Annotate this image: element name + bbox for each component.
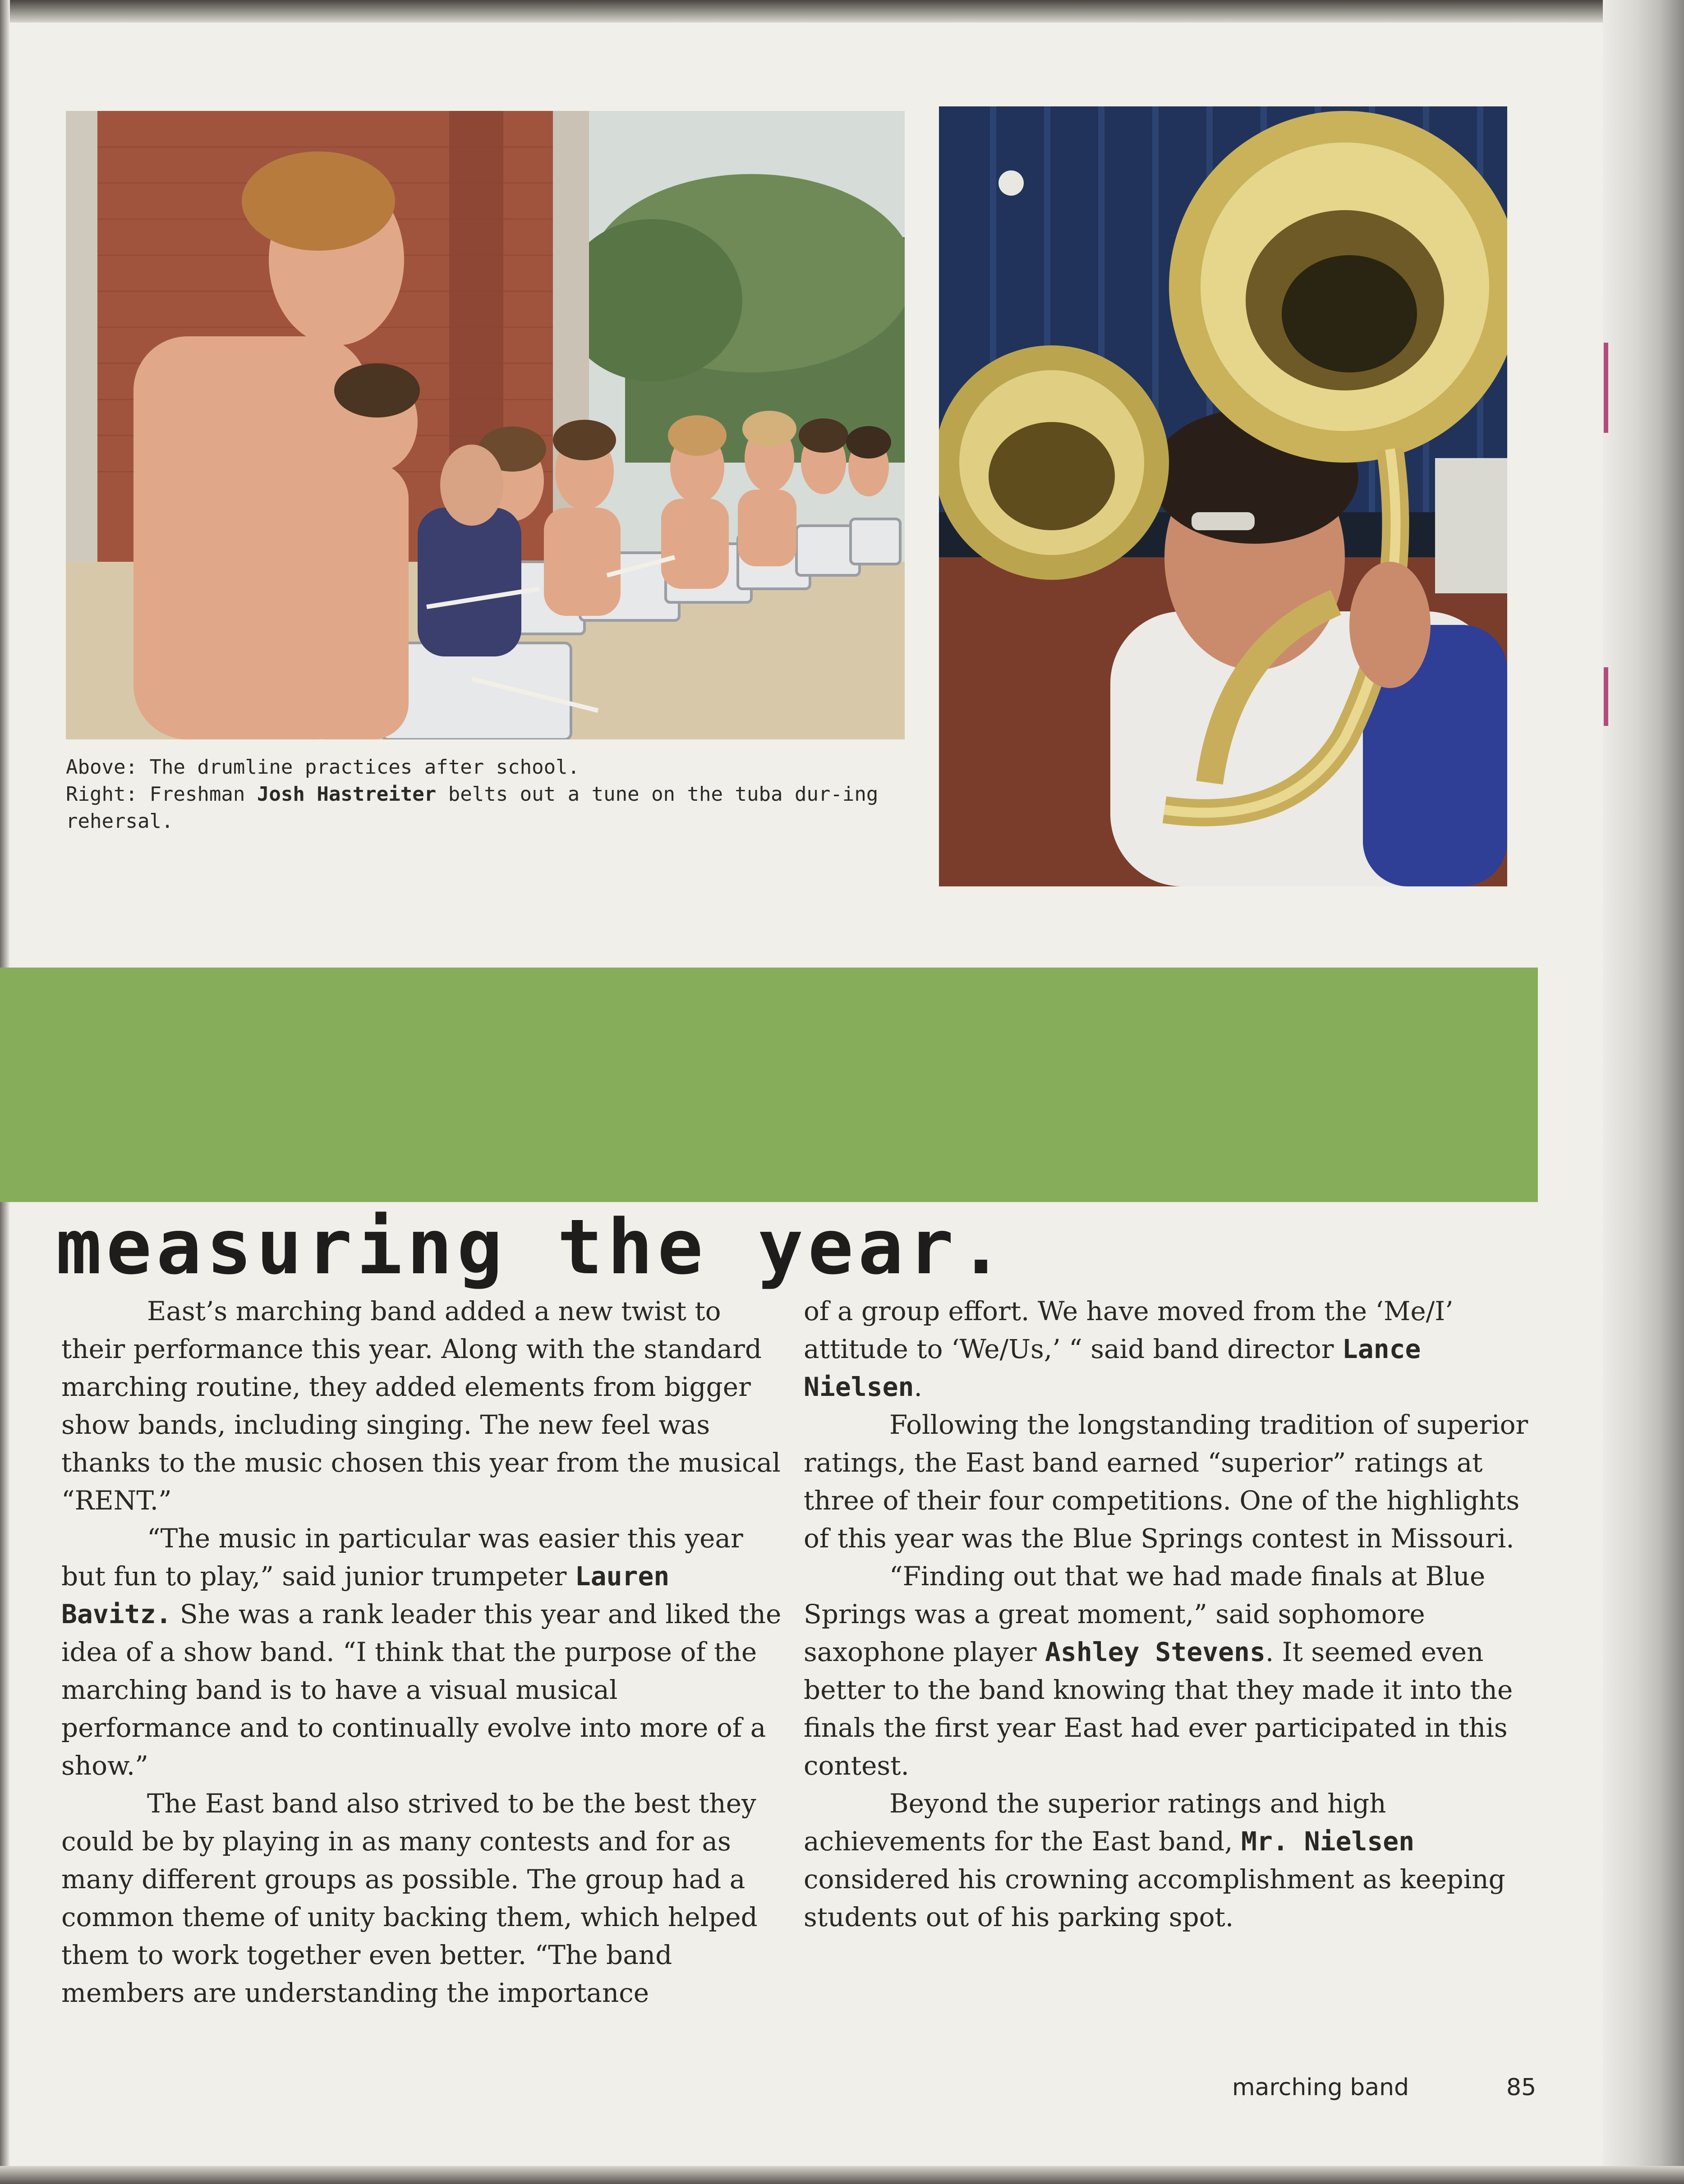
article-paragraph [804, 1785, 1534, 1936]
article-text: . [914, 1372, 922, 1402]
article-text: of a group effort. We have moved from the ‘Me/I’ attitude to ‘We/Us,’ “ said band director [804, 1296, 1454, 1364]
article-text: The East band also strived to be the best they could be by playing in as many contests and for as many different groups as possible. The group had a common theme of unity backing them, which helped them to work together even better. “The band members are understanding the importance [61, 1788, 758, 2008]
drumline-photo-illustration [66, 111, 905, 739]
tuba-photo [939, 106, 1507, 886]
article-name-bold: Ashley Stevens [1045, 1637, 1265, 1667]
article-text: She was a rank leader this year and liked the idea of a show band. “I think that the purpose of the marching band is to have a visual musical performance and to continually evolve into more of a show.” [61, 1599, 782, 1781]
photo-caption [66, 754, 914, 835]
article-paragraph [804, 1292, 1534, 1406]
drumline-photo [66, 111, 905, 739]
article-text: “The music in particular was easier this year but fun to play,” said junior trumpeter [61, 1523, 743, 1592]
caption-above: Above: The drumline practices after school. [66, 756, 580, 779]
article-name-bold: Mr. Nielsen [1241, 1826, 1415, 1857]
article-text: East’s marching band added a new twist to their performance this year. Along with the standard marching routine, they added elements from bigger show bands, including singing. The new feel was thanks to the music chosen this year from the musical “RENT.” [61, 1296, 781, 1516]
article-column-right [804, 1292, 1534, 1936]
article-paragraph [804, 1557, 1534, 1785]
page-number: 85 [1506, 2074, 1537, 2101]
scan-edge-right [1603, 0, 1684, 2184]
article-name-bold: Lance Nielsen [804, 1334, 1421, 1402]
green-banner [0, 968, 1538, 1202]
article-text: “Finding out that we had made finals at Blue Springs was a great moment,” said sophomore saxophone player [804, 1561, 1486, 1667]
article-text: Beyond the superior ratings and high achievements for the East band, [804, 1788, 1386, 1857]
article-paragraph [61, 1519, 792, 1785]
scan-edge-top [0, 0, 1684, 23]
article-paragraph [61, 1292, 792, 1519]
article-text: considered his crowning accomplishment as keeping students out of his parking spot. [804, 1864, 1505, 1932]
tuba-photo-illustration [939, 106, 1507, 886]
caption-name-josh-hastreiter: Josh Hastreiter [257, 783, 437, 806]
article-name-bold: Lauren Bavitz. [61, 1561, 670, 1629]
article-paragraph [61, 1785, 792, 2012]
scan-edge-bottom [0, 2166, 1684, 2184]
article-text: . It seemed even better to the band knowing that they made it into the finals the first year East had ever participated in this contest. [804, 1637, 1513, 1781]
article-column-left [61, 1292, 792, 2012]
article-paragraph [804, 1406, 1534, 1557]
caption-right: Right: Freshman Josh Hastreiter belts out a tune on the tuba dur-ing rehersal. [66, 783, 879, 833]
footer-section-name: marching band [1232, 2074, 1409, 2101]
article-headline: measuring the year. [56, 1203, 1008, 1291]
article-text: Following the longstanding tradition of superior ratings, the East band earned “superior” ratings at three of their four competitions. One of the highlights of this year was the Blue Springs contest in Missouri. [804, 1409, 1528, 1554]
